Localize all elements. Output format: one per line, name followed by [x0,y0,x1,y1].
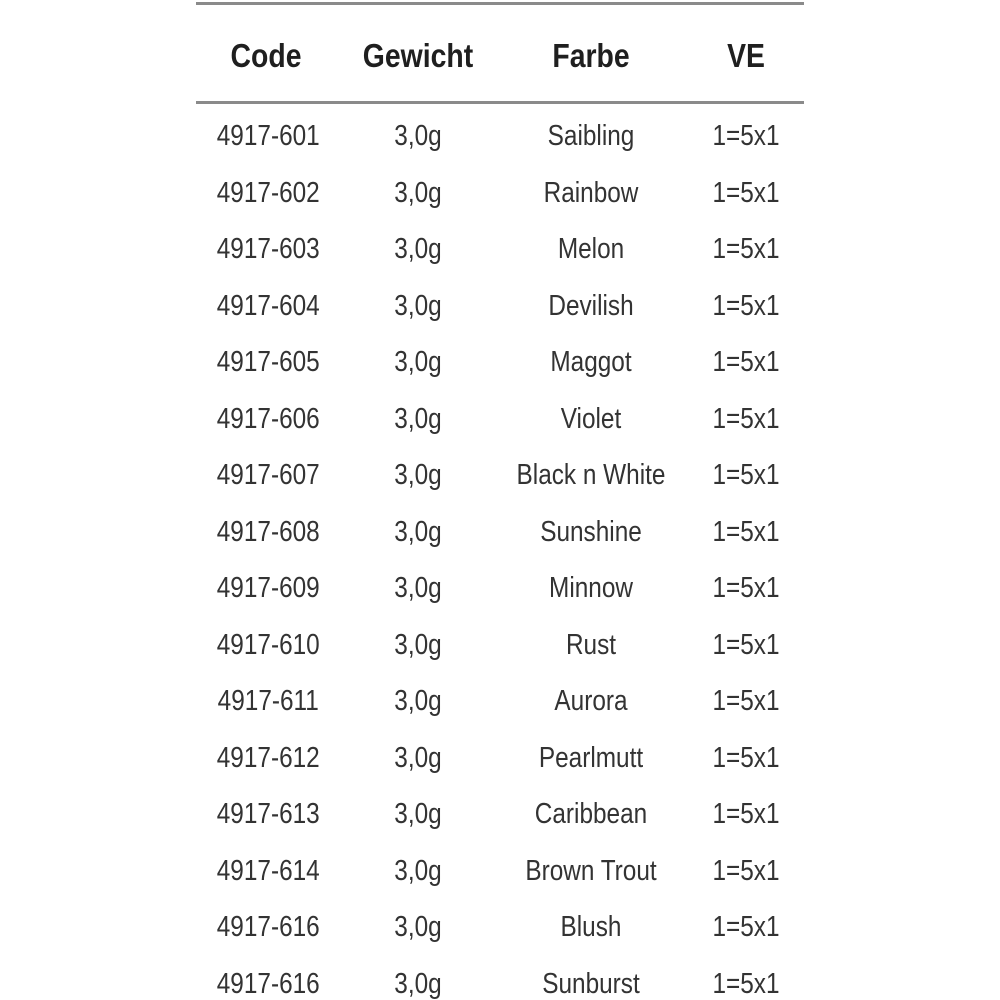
cell-farbe: Caribbean [534,798,648,830]
cell-farbe: Sunburst [542,967,640,1000]
cell-gewicht: 3,0g [394,120,442,152]
cell-gewicht: 3,0g [394,289,442,322]
cell-ve: 1=5x1 [712,741,780,774]
cell-code: 4917-609 [216,572,320,604]
cell-farbe: Melon [557,233,625,265]
table-top-rule [196,2,804,5]
cell-ve: 1=5x1 [712,798,780,830]
cell-ve: 1=5x1 [712,967,780,1000]
cell-farbe: Blush [560,911,622,943]
cell-code: 4917-616 [216,911,320,943]
cell-farbe: Brown Trout [525,854,657,887]
cell-gewicht: 3,0g [394,911,442,943]
cell-farbe: Minnow [549,572,633,604]
cell-ve: 1=5x1 [712,911,780,943]
cell-gewicht: 3,0g [394,854,442,887]
header-ve: VE [727,37,765,74]
table-row [196,786,804,843]
cell-ve: 1=5x1 [712,289,780,322]
header-code: Code [230,37,302,74]
cell-code: 4917-610 [216,628,320,661]
cell-code: 4917-606 [216,402,320,435]
cell-code: 4917-604 [216,289,320,322]
table-header [196,28,804,84]
cell-ve: 1=5x1 [712,685,780,717]
table-row [196,447,804,504]
cell-gewicht: 3,0g [394,402,442,435]
cell-gewicht: 3,0g [394,628,442,661]
table-row [196,673,804,730]
cell-code: 4917-608 [216,515,320,548]
table-row [196,165,804,222]
cell-farbe: Aurora [554,685,628,717]
cell-ve: 1=5x1 [712,233,780,265]
cell-gewicht: 3,0g [394,685,442,717]
table-row [196,899,804,956]
table-row [196,956,804,1000]
table-row [196,843,804,900]
cell-gewicht: 3,0g [394,572,442,604]
cell-ve: 1=5x1 [712,120,780,152]
cell-gewicht: 3,0g [394,967,442,1000]
table-row [196,108,804,165]
cell-code: 4917-605 [216,346,320,378]
cell-farbe: Rust [565,628,617,661]
cell-ve: 1=5x1 [712,572,780,604]
cell-gewicht: 3,0g [394,741,442,774]
cell-farbe: Pearlmutt [538,741,644,774]
header-farbe: Farbe [552,37,630,74]
cell-ve: 1=5x1 [712,459,780,491]
header-gewicht: Gewicht [362,37,474,74]
table-row [196,221,804,278]
cell-gewicht: 3,0g [394,798,442,830]
cell-farbe: Devilish [548,289,634,322]
table-row [196,730,804,787]
header-rule [196,101,804,104]
table-row [196,391,804,448]
cell-gewicht: 3,0g [394,233,442,265]
table-row [196,560,804,617]
cell-code: 4917-601 [216,120,320,152]
table-row [196,617,804,674]
table-row [196,504,804,561]
table-row [196,334,804,391]
cell-ve: 1=5x1 [712,854,780,887]
cell-ve: 1=5x1 [712,515,780,548]
cell-ve: 1=5x1 [712,402,780,435]
cell-farbe: Saibling [547,120,635,152]
cell-farbe: Maggot [550,346,632,378]
cell-farbe: Black n White [516,459,666,491]
cell-code: 4917-614 [216,854,320,887]
cell-gewicht: 3,0g [394,515,442,548]
cell-gewicht: 3,0g [394,459,442,491]
table-body [196,108,804,1000]
cell-farbe: Violet [560,402,622,435]
cell-code: 4917-607 [216,459,320,491]
table-row [196,278,804,335]
cell-farbe: Sunshine [540,515,642,548]
cell-ve: 1=5x1 [712,176,780,209]
cell-code: 4917-616 [216,967,320,1000]
cell-code: 4917-602 [216,176,320,209]
cell-code: 4917-613 [216,798,320,830]
cell-farbe: Rainbow [543,176,639,209]
product-table [196,0,804,1000]
cell-gewicht: 3,0g [394,346,442,378]
cell-code: 4917-603 [216,233,320,265]
cell-code: 4917-612 [216,741,320,774]
cell-ve: 1=5x1 [712,628,780,661]
cell-code: 4917-611 [217,685,319,717]
cell-gewicht: 3,0g [394,176,442,209]
cell-ve: 1=5x1 [712,346,780,378]
